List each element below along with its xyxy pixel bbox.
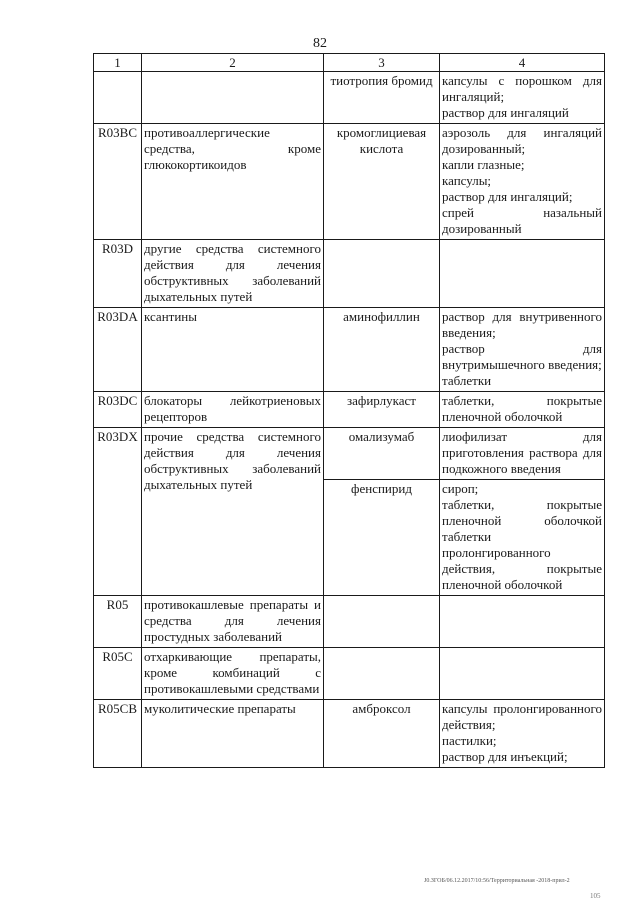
- header-col-3: 3: [324, 54, 440, 72]
- dosage-form-cell: [440, 648, 605, 700]
- dosage-form: спрей назальный дозированный: [442, 205, 602, 236]
- dosage-form: сироп;: [442, 481, 479, 496]
- dosage-form: аэрозоль для ингаляций дозированный;: [442, 125, 602, 156]
- atc-code-cell: R03DC: [94, 392, 142, 428]
- footer-page-mark: 105: [590, 892, 601, 900]
- dosage-form-cell: [440, 480, 605, 596]
- table-row: [94, 648, 605, 700]
- table-row: [94, 700, 605, 768]
- table-row: [94, 596, 605, 648]
- atc-code-cell: [94, 72, 142, 124]
- dosage-form: капсулы пролонгированного действия;: [442, 701, 602, 732]
- group-name-cell: другие средства системного действия для лечения обструктивных заболеваний дыхательных путей: [142, 240, 324, 308]
- dosage-form: капсулы;: [442, 173, 492, 188]
- atc-code-cell: R03BC: [94, 124, 142, 240]
- table-row: [94, 240, 605, 308]
- inn-cell: аминофиллин: [324, 308, 440, 392]
- atc-code-cell: R05CB: [94, 700, 142, 768]
- group-name-cell: отхаркивающие препараты, кроме комбинаций с противокашлевыми средствами: [142, 648, 324, 700]
- dosage-form-cell: [440, 240, 605, 308]
- table-row: [94, 428, 605, 480]
- dosage-form: таблетки, покрытые пленочной оболочкой таблетки пролонгированного действия, покрытые пленочной оболочкой: [442, 497, 602, 592]
- inn-cell: амброксол: [324, 700, 440, 768]
- inn-cell: зафирлукаст: [324, 392, 440, 428]
- print-footer-mark: J0.ЗГОБ/06.12.2017/10:56/Территориальная -2018-прил-2: [424, 878, 570, 884]
- group-name-cell: муколитические препараты: [142, 700, 324, 768]
- table-row: [94, 72, 605, 124]
- inn-cell: [324, 648, 440, 700]
- group-name-cell: блокаторы лейкотриеновых рецепторов: [142, 392, 324, 428]
- header-col-1: 1: [94, 54, 142, 72]
- dosage-form-cell: [440, 308, 605, 392]
- header-col-2: 2: [142, 54, 324, 72]
- dosage-form: капли глазные;: [442, 157, 525, 172]
- dosage-form: раствор для инъекций;: [442, 749, 568, 764]
- dosage-form-cell: [440, 392, 605, 428]
- dosage-form: таблетки: [442, 373, 492, 388]
- dosage-form: таблетки, покрытые пленочной оболочкой: [442, 393, 602, 424]
- group-name-cell: [142, 72, 324, 124]
- atc-code-cell: R03DA: [94, 308, 142, 392]
- inn-cell: [324, 240, 440, 308]
- header-col-4: 4: [440, 54, 605, 72]
- inn-cell: тиотропия бромид: [324, 72, 440, 124]
- dosage-form-cell: [440, 596, 605, 648]
- header-row: [94, 54, 605, 72]
- atc-code-cell: R03D: [94, 240, 142, 308]
- dosage-form: капсулы с порошком для ингаляций;: [442, 73, 602, 104]
- dosage-form: лиофилизат для приготовления раствора для подкожного введения: [442, 429, 602, 476]
- table-row: [94, 308, 605, 392]
- dosage-form-cell: [440, 72, 605, 124]
- inn-cell: омализумаб: [324, 428, 440, 480]
- atc-code-cell: R05: [94, 596, 142, 648]
- inn-cell: [324, 596, 440, 648]
- dosage-form: пастилки;: [442, 733, 497, 748]
- group-name-cell: прочие средства системного действия для лечения обструктивных заболеваний дыхательных путей: [142, 428, 324, 596]
- dosage-form-cell: [440, 428, 605, 480]
- group-name-cell: противокашлевые препараты и средства для лечения простудных заболеваний: [142, 596, 324, 648]
- dosage-form: раствор для ингаляций;: [442, 189, 573, 204]
- dosage-form: раствор для внутримышечного введения;: [442, 341, 602, 372]
- dosage-form: раствор для ингаляций: [442, 105, 569, 120]
- table-row: [94, 392, 605, 428]
- inn-cell: фенспирид: [324, 480, 440, 596]
- table-row: [94, 124, 605, 240]
- inn-cell: кромоглициевая кислота: [324, 124, 440, 240]
- drug-table: [93, 53, 605, 768]
- group-name-cell: ксантины: [142, 308, 324, 392]
- atc-code-cell: R05C: [94, 648, 142, 700]
- dosage-form-cell: [440, 700, 605, 768]
- dosage-form-cell: [440, 124, 605, 240]
- group-name-cell: противоаллергические средства, кроме глюкокортикоидов: [142, 124, 324, 240]
- atc-code-cell: R03DX: [94, 428, 142, 596]
- page-number: 82: [313, 36, 327, 51]
- dosage-form: раствор для внутривенного введения;: [442, 309, 602, 340]
